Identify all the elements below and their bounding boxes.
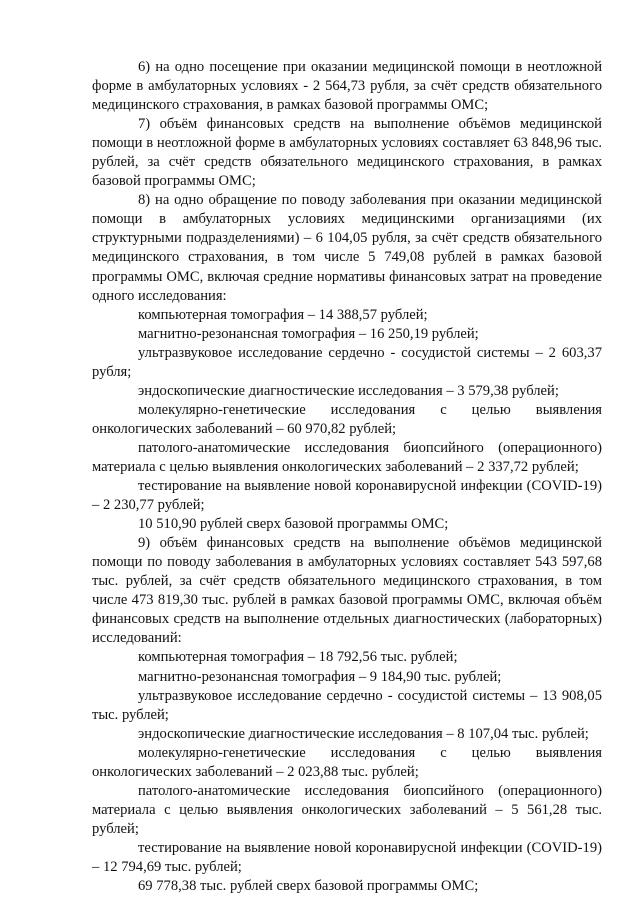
list-item-covid-test-cost: тестирование на выявление новой коронавирусной инфекции (COVID-19) – 2 230,77 рублей; bbox=[92, 478, 602, 514]
paragraph-item-7: 7) объём финансовых средств на выполнение объёмов медицинской помощи в неотложной форме в амбулаторных условиях составляет 63 848,96 тыс. рублей, за счёт средств обязательного медицинского страхования, в рамках базовой программы ОМС; bbox=[92, 116, 602, 190]
list-item-covid-test-volume: тестирование на выявление новой коронавирусной инфекции (COVID-19) – 12 794,69 тыс. рублей; bbox=[92, 839, 602, 875]
list-item-above-base-cost: 10 510,90 рублей сверх базовой программы ОМС; bbox=[138, 516, 449, 533]
list-item-mri-volume: магнитно-резонансная томография – 9 184,90 тыс. рублей; bbox=[138, 668, 502, 685]
paragraph-item-6: 6) на одно посещение при оказании медицинской помощи в неотложной форме в амбулаторных условиях - 2 564,73 рубля, за счёт средств обязательного медицинского страхования, в рамках базовой программы ОМС; bbox=[92, 59, 602, 114]
list-item-pathology-cost: патолого-анатомические исследования биопсийного (операционного) материала с целью выявления онкологических заболеваний – 2 337,72 рублей; bbox=[92, 439, 602, 475]
list-item-above-base-volume: 69 778,38 тыс. рублей сверх базовой программы ОМС; bbox=[138, 878, 479, 895]
list-item-pathology-volume: патолого-анатомические исследования биопсийного (операционного) материала с целью выявления онкологических заболеваний – 5 561,28 тыс. рублей; bbox=[92, 782, 602, 837]
list-item-mri-cost: магнитно-резонансная томография – 16 250,19 рублей; bbox=[138, 325, 479, 342]
list-item-ultrasound-cost: ультразвуковое исследование сердечно - сосудистой системы – 2 603,37 рубля; bbox=[92, 344, 602, 380]
list-item-ct-cost: компьютерная томография – 14 388,57 рублей; bbox=[138, 306, 428, 323]
paragraph-item-8: 8) на одно обращение по поводу заболевания при оказании медицинской помощи в амбулаторных условиях медицинскими организациями (их структурными подразделениями) – 6 104,05 рубля, за счёт средств обязательного медицинского страхования, в том числе 5 749,08 рублей в рамках базовой программы ОМС, включая средние нормативы финансовых затрат на проведение одного исследования: bbox=[92, 192, 602, 304]
list-item-endoscopy-cost: эндоскопические диагностические исследования – 3 579,38 рублей; bbox=[138, 382, 559, 399]
list-item-ct-volume: компьютерная томография – 18 792,56 тыс. рублей; bbox=[138, 649, 458, 666]
list-item-ultrasound-volume: ультразвуковое исследование сердечно - сосудистой системы – 13 908,05 тыс. рублей; bbox=[92, 687, 602, 723]
list-item-molecular-genetic-volume: молекулярно-генетические исследования с целью выявления онкологических заболеваний – 2 023,88 тыс. рублей; bbox=[92, 744, 602, 780]
list-item-molecular-genetic-cost: молекулярно-генетические исследования с целью выявления онкологических заболеваний – 60 970,82 рублей; bbox=[92, 401, 602, 437]
document-page bbox=[92, 58, 602, 896]
paragraph-item-9: 9) объём финансовых средств на выполнение объёмов медицинской помощи по поводу заболевания в амбулаторных условиях составляет 543 597,68 тыс. рублей, за счёт средств обязательного медицинского страхования, в том числе 473 819,30 тыс. рублей в рамках базовой программы ОМС, включая объём финансовых средств на выполнение отдельных диагностических (лабораторных) исследований: bbox=[92, 535, 602, 647]
list-item-endoscopy-volume: эндоскопические диагностические исследования – 8 107,04 тыс. рублей; bbox=[138, 725, 589, 742]
